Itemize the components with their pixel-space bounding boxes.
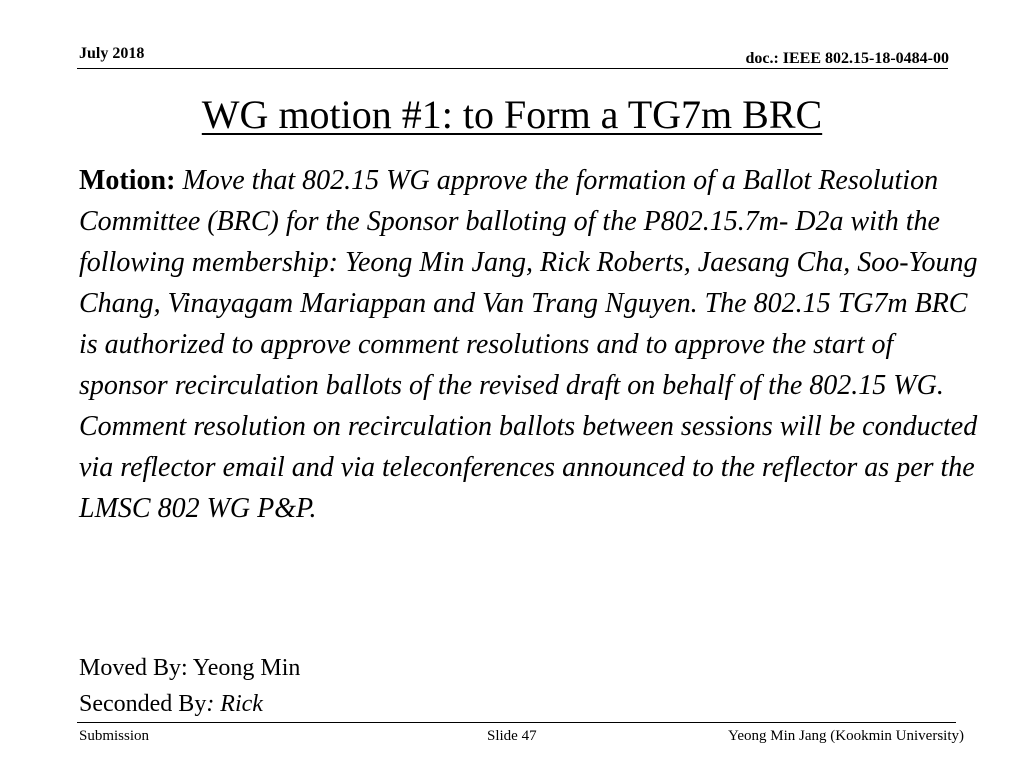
footer-author: Yeong Min Jang (Kookmin University)	[728, 728, 964, 744]
moved-by-label: Moved By:	[79, 655, 193, 681]
motion-paragraph	[79, 160, 979, 529]
seconded-by-line	[79, 686, 300, 722]
seconded-by-value: : Rick	[206, 691, 263, 717]
motion-label: Motion:	[79, 165, 176, 196]
mover-block	[79, 650, 300, 722]
moved-by-line	[79, 650, 300, 686]
seconded-by-label: Seconded By	[79, 691, 207, 717]
footer-slide-number: Slide 47	[487, 728, 537, 744]
motion-text: Move that 802.15 WG approve the formation of a Ballot Resolution Committee (BRC) for the Sponsor balloting of the P802.15.7m- D2a with the following membership: Yeong Min Jang, Rick Roberts, Jaesang Cha, Soo-Young Chang, Vinayagam Mariappan and Van Trang Nguyen. The 802.15 TG7m BRC is authorized to approve comment resolutions and to approve the start of sponsor recirculation ballots of the revised draft on behalf of the 802.15 WG. Comment resolution on recirculation ballots between sessions will be conducted via reflector email and via teleconferences announced to the reflector as per the LMSC 802 WG P&P.	[79, 165, 978, 524]
header-divider	[77, 68, 948, 69]
footer-divider	[77, 722, 956, 723]
slide-title-container	[0, 88, 1024, 142]
footer-submission: Submission	[79, 728, 150, 744]
moved-by-value: Yeong Min	[192, 655, 301, 681]
header-doc-id: doc.: IEEE 802.15-18-0484-00	[745, 50, 949, 67]
slide-title: WG motion #1: to Form a TG7m BRC	[201, 92, 823, 137]
header-date: July 2018	[79, 45, 145, 62]
